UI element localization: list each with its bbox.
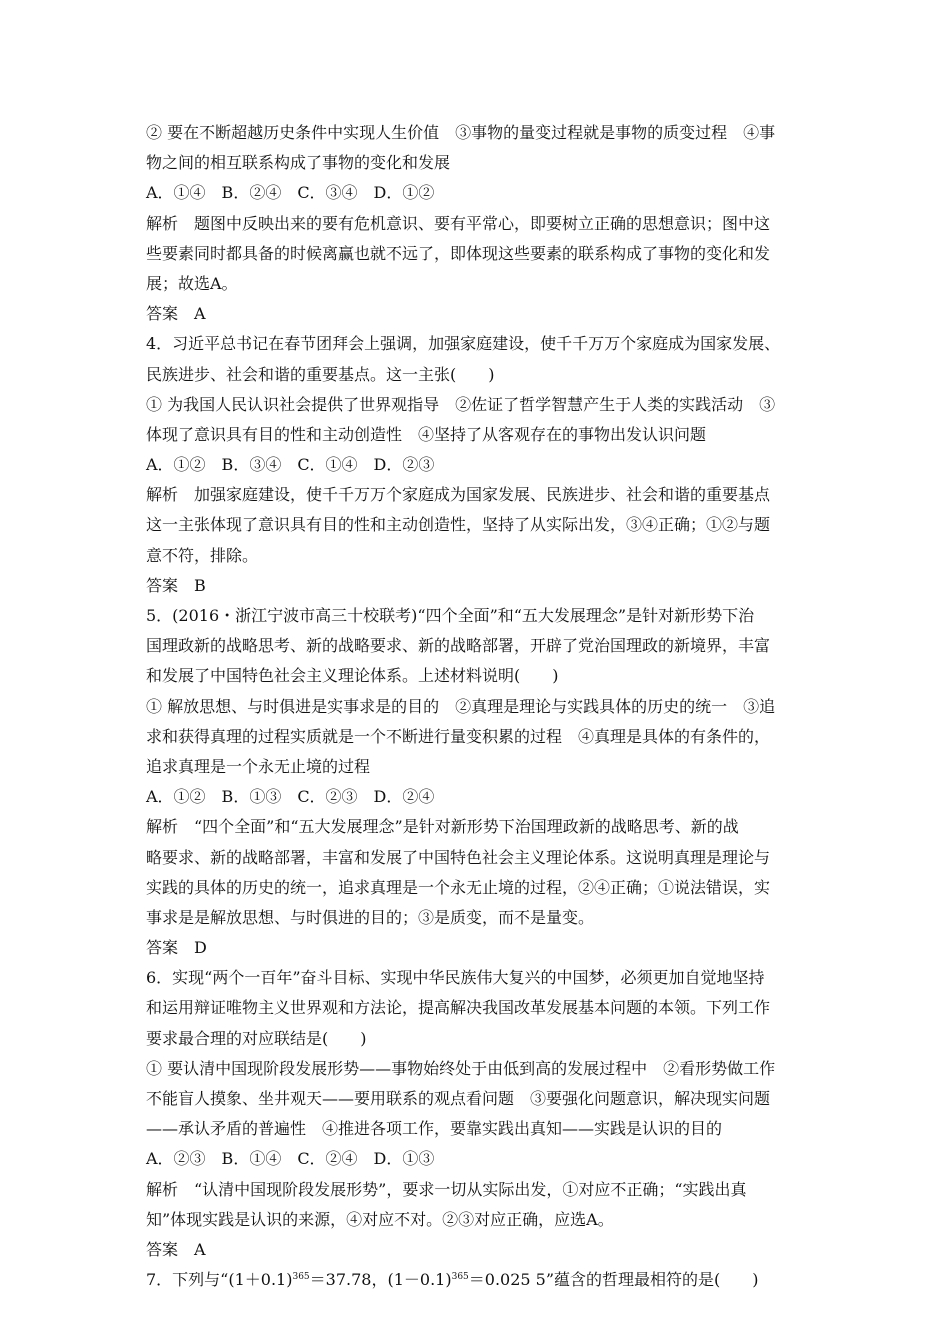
statement-line: 追求真理是一个永无止境的过程 xyxy=(146,756,371,776)
q7-part-1: 7．下列与“(1＋0.1) xyxy=(146,1270,293,1290)
answer-options: A．①② B．③④ C．①④ D．②③ xyxy=(146,455,435,475)
question-6-line: 6．实现“两个一百年”奋斗目标、实现中华民族伟大复兴的中国梦，必须更加自觉地坚持 xyxy=(146,968,765,988)
question-4-line: 民族进步、社会和谐的重要基点。这一主张( ) xyxy=(146,364,495,384)
question-5-line: 5．(2016・浙江宁波市高三十校联考)“四个全面”和“五大发展理念”是针对新形势下治 xyxy=(146,606,755,625)
text-line: 物之间的相互联系构成了事物的变化和发展 xyxy=(146,153,451,173)
statement-line: 体现了意识具有目的性和主动创造性 ④坚持了从客观存在的事物出发认识问题 xyxy=(146,424,707,444)
question-5-line: 和发展了中国特色社会主义理论体系。上述材料说明( ) xyxy=(146,666,559,686)
q7-exponent-2: 365 xyxy=(451,1272,469,1283)
statement-line: 求和获得真理的过程实质就是一个不断进行量变积累的过程 ④真理是具体的有条件的， xyxy=(146,726,771,746)
answer-options: A．①② B．①③ C．②③ D．②④ xyxy=(146,787,435,807)
question-6-line: 要求最合理的对应联结是( ) xyxy=(146,1028,367,1048)
answer-options: A．②③ B．①④ C．②④ D．①③ xyxy=(146,1149,435,1169)
question-7-line xyxy=(146,1265,810,1295)
analysis-line: 实践的具体的历史的统一，追求真理是一个永无止境的过程，②④正确；①说法错误，实 xyxy=(146,877,771,897)
statement-line: ① 为我国人民认识社会提供了世界观指导 ②佐证了哲学智慧产生于人类的实践活动 ③ xyxy=(146,394,776,414)
statement-line: ① 要认清中国现阶段发展形势——事物始终处于由低到高的发展过程中 ②看形势做工作 xyxy=(146,1058,776,1078)
q7-exponent-1: 365 xyxy=(292,1272,310,1283)
analysis-line: 意不符，排除。 xyxy=(146,545,259,565)
analysis-line: 解析 题图中反映出来的要有危机意识、要有平常心，即要树立正确的思想意识；图中这 xyxy=(146,213,771,233)
answer-line: 答案 D xyxy=(146,938,207,958)
statement-line: ——承认矛盾的普遍性 ④推进各项工作，要靠实践出真知——实践是认识的目的 xyxy=(146,1119,723,1139)
analysis-line: 解析 “认清中国现阶段发展形势”，要求一切从实际出发，①对应不正确；“实践出真 xyxy=(146,1179,747,1199)
q7-part-3: ＝0.025 5”蕴含的哲理最相符的是( ) xyxy=(468,1270,759,1290)
statement-line: ① 解放思想、与时俱进是实事求是的目的 ②真理是理论与实践具体的历史的统一 ③追 xyxy=(146,696,776,716)
answer-line: 答案 B xyxy=(146,575,206,595)
analysis-line: 事求是是解放思想、与时俱进的目的；③是质变，而不是量变。 xyxy=(146,907,595,927)
document-page xyxy=(146,118,810,1295)
analysis-line: 知”体现实践是认识的来源，④对应不对。②③对应正确，应选A。 xyxy=(146,1209,614,1229)
analysis-line: 展；故选A。 xyxy=(146,273,238,293)
analysis-line: 些要素同时都具备的时候离赢也就不远了，即体现这些要素的联系构成了事物的变化和发 xyxy=(146,243,771,263)
analysis-line: 解析 加强家庭建设，使千千万万个家庭成为国家发展、民族进步、社会和谐的重要基点 xyxy=(146,485,771,505)
statement-line: 不能盲人摸象、坐井观天——要用联系的观点看问题 ③要强化问题意识，解决现实问题 xyxy=(146,1089,771,1108)
answer-options: A．①④ B．②④ C．③④ D．①② xyxy=(146,183,435,203)
answer-line: 答案 A xyxy=(146,1239,206,1259)
answer-line: 答案 A xyxy=(146,304,206,324)
q7-part-2: ＝37.78，(1－0.1) xyxy=(309,1270,452,1290)
analysis-line: 这一主张体现了意识具有目的性和主动创造性，坚持了从实际出发，③④正确；①②与题 xyxy=(146,515,771,535)
analysis-line: 解析 “四个全面”和“五大发展理念”是针对新形势下治国理政新的战略思考、新的战 xyxy=(146,817,739,837)
analysis-line: 略要求、新的战略部署，丰富和发展了中国特色社会主义理论体系。这说明真理是理论与 xyxy=(146,847,771,867)
question-5-line: 国理政新的战略思考、新的战略要求、新的战略部署，开辟了党治国理政的新境界，丰富 xyxy=(146,636,771,656)
text-line: ② 要在不断超越历史条件中实现人生价值 ③事物的量变过程就是事物的质变过程 ④事 xyxy=(146,123,776,142)
question-6-line: 和运用辩证唯物主义世界观和方法论，提高解决我国改革发展基本问题的本领。下列工作 xyxy=(146,998,771,1018)
question-4-line: 4．习近平总书记在春节团拜会上强调，加强家庭建设，使千千万万个家庭成为国家发展、 xyxy=(146,334,781,354)
